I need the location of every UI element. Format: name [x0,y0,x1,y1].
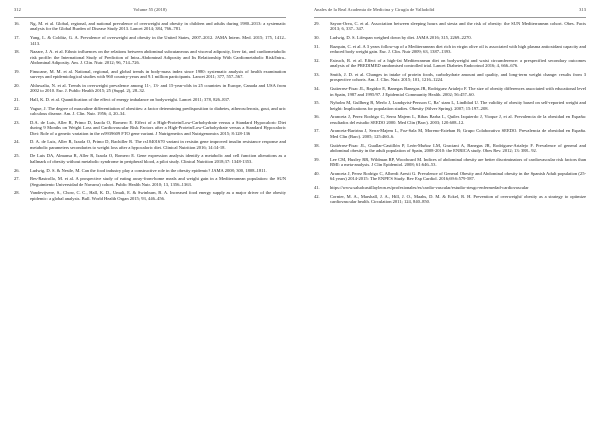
reference-text: Sayon-Orea, C. et al. Association between sleeping hours and siesta and the risk of obesity: the SUN Mediterranean cohort. Obes. Facts 2013; 6, 337– 347. [330,21,586,32]
right-page [300,0,600,423]
reference-item [14,97,286,102]
reference-text: De Luis DA, Almansa R, Aller R, Izaola O, Romero E. Gene expression analysis identify a metabolic and cell function alterations as a hallmark of obesity without metabolic syndrome in peripheral blood, a pilot study. Clinical Nutrition 2018;37: 1348-1353. [30,153,286,164]
reference-item [14,83,286,94]
reference-number: 35. [314,100,320,106]
reference-number: 31. [314,43,320,49]
reference-text: Cornier, M. A., Marshall, J. A., Hill, J. O., Maahs, D. M. & Eckel, R. H. Prevention of overweight/ obesity as a strategy to optimize cardiovascular health. Circulation 2011; 124, 840–850. [330,193,586,205]
reference-text: Nazare, J. A. et al. Ethnic influences on the relations between abdominal subcutaneous and visceral adiposity, liver fat, and cardiometabolic risk profile: the International Study of Prediction of Intra–Abdominal Adiposity and Its Relationship With Cardiometabolic Risk/Intra–Abdominal Adiposity. Am. J. Clin. Nutr. 2012; 96, 714–726. [30,49,286,66]
reference-number: 37. [314,128,320,134]
reference-item [314,72,586,83]
reference-text: Ludwig, D. S. Lifespan weighed down by diet. JAMA 2016; 315, 2269–2270. [330,35,472,41]
reference-item [314,157,586,168]
left-running-title: Volume 55 (2018) [133,7,167,12]
reference-number: 41. [314,184,320,190]
reference-item [314,128,586,139]
reference-item [314,185,586,190]
reference-number: 25. [14,153,20,159]
reference-number: 34. [314,86,320,92]
reference-number: 20. [14,82,20,88]
reference-item [314,35,586,40]
left-running-head [14,7,286,15]
reference-item [14,49,286,65]
reference-item [314,86,586,97]
reference-text: Finucane, M. M. et al. National, regional, and global trends in body-mass index since 1980: systematic analysis of health examination surveys and epidemiological studies with 960 country-years and 9.1 million participants. Lancet 2011; 377, 557–567. [30,68,286,80]
reference-text: Gutiérrez-Fisac JL, Guallar-Castillón P, León-Muñoz LM, Graciani A, Banegas JR, Rodríguez-Artalejo F. Prevalence of general and abdominal obesity in the adult population of Spain, 2008-2010: the ENRICA study. Obes Rev. 2012; 13: 388– 92. [330,142,586,153]
reference-number: 33. [314,72,320,78]
reference-text: Ng, M. et al. Global, regional, and national prevalence of overweight and obesity in children and adults during 1980–2013: a systematic analysis for the Global Burden of Disease Study 2013. Lancet 2014; 384, 766–781. [30,21,286,32]
reference-number: 18. [14,49,20,55]
reference-text: Ludwig, D. S. & Nestle, M. Can the food industry play a constructive role in the obesity epidemic? JAMA 2008; 300, 1808–1811. [30,167,267,173]
right-header-rule [314,17,586,18]
reference-number: 21. [14,96,20,102]
reference-text: Nyholm M, Gullberg B, Merlo J, Lundqvist-Persson C, Ra˚ stam L, Lindblad U. The validity of obesity based on self-reported weight and height: Implications for population studies. Obesity (Silver Spring). 2007; 15:197–208. [330,100,586,111]
reference-text: D. A. de Luis, Aller R, Izaola O, Primo D, Bachiller R. The rs10401670 variant in resistin gene improved insulin resistance response and metabolic parameters secondaries to weight loss after a hypocaloric diet. Clinical Nutrition 2016; 14:14-18. [30,139,286,150]
reference-text: Smith, J. D. et al. Changes in intake of protein foods, carbohydrate amount and quality, and long-term weight change: results from 3 prospective cohorts. Am. J. Clin. Nutr. 2015; 101, 1216–1224. [330,72,586,83]
reference-text: Ahluwalia, N. et al. Trends in overweight prevalence among 11-, 13- and 15-year-olds in 25 countries in Europe, Canada and USA from 2002 to 2010. Eur. J. Public Health 2015; 25 (Suppl. 2), 28–32. [30,82,286,94]
reference-number: 36. [314,114,320,120]
reference-number: 19. [14,68,20,74]
reference-item [14,69,286,80]
reference-item [314,143,586,154]
reference-text: Razquin, C. et al. A 3 years follow-up of a Mediterranean diet rich in virgin olive oil is associated with high plasma antioxidant capacity and reduced body weight gain. Eur. J. Clin. Nutr 2009; 63, 1387–1393. [330,43,586,55]
right-page-number: 313 [579,7,586,12]
reference-item [14,35,286,46]
reference-item [14,153,286,164]
right-reference-list [314,21,586,208]
reference-text: Yang, L. & Colditz, G. A. Prevalence of overweight and obesity in the United States, 2007–2012. JAMA Intern. Med. 2015; 175, 1412–1413. [30,35,286,46]
reference-item [314,100,586,111]
reference-number: 32. [314,57,320,63]
reference-number: 17. [14,35,20,41]
reference-number: 39. [314,156,320,162]
reference-number: 40. [314,170,320,176]
reference-text: Aranceta J, Perez Rodrigo C, Serra Majem L, Ribas Barba L, Quiles Izquierdo J, Vioque J, et al. Prevalencia de la obesidad en España: resultados del estudio SEEDO 2000. Med Clin (Barc). 2003; 120:608–12. [330,114,586,125]
reference-number: 27. [14,176,20,182]
reference-item [14,139,286,150]
reference-number: 30. [314,35,320,41]
right-running-title: Anales de la Real Academia de Medicina y Cirugía de Valladolid [314,7,435,12]
reference-number: 22. [14,105,20,111]
reference-item [14,176,286,187]
left-reference-list [14,21,286,204]
reference-number: 16. [14,21,20,26]
left-header-rule [14,17,286,18]
reference-number: 38. [314,142,320,148]
reference-item [314,58,586,69]
reference-text: Aranceta-Bartrina J, Serra-Majem L, Foz-Sala M, Moreno-Esteban B; Grupo Colaborativo SEEDO. Prevalencia de obesidad en España. Med Clin (Barc). 2005; 125:460–6. [330,128,586,139]
right-running-head [314,7,586,15]
reference-number: 24. [14,139,20,145]
reference-text: Vandevijvere, S., Chow, C. C., Hall, K. D., Umali, E. & Swinburn, B. A. Increased food energy supply as a major driver of the obesity epidemic: a global analysis. Bull. World Health Organ 2015; 93, 446–456. [30,190,286,201]
reference-item [14,190,286,201]
reference-number: 26. [14,167,20,173]
left-page-number: 312 [14,7,21,12]
reference-item [14,106,286,117]
reference-item [314,44,586,55]
reference-text: Gutierrez-Fisac JL, Regidor E, Banegas Banegas JR, Rodriguez Artalejo F. The size of obesity differences associated with educational level in Spain, 1987 and 1995/97. J Epidemiol Community Health. 2002; 56:457–60. [330,86,586,97]
reference-item [14,21,286,32]
reference-text: Lee CM, Huxley RR, Wildman RP, Woodward M. Indices of abdominal obesity are better discriminators of cardiovascular risk factors than BMI: a meta-analysis. J Clin Epidemiol. 2008; 61:646–53. [330,156,586,168]
reference-item [314,194,586,205]
reference-text: Estruch, R. et al. Effect of a high-fat Mediterranean diet on bodyweight and waist circumference: a prespecified secondary outcomes analysis of the PREDIMED randomised controlled trial. Lancet Diabetes Endocrinol 2016; 4, 666–676. [330,57,586,69]
reference-item [314,21,586,32]
reference-text: Hall, K. D. et al. Quantification of the effect of energy imbalance on bodyweight. Lancet 2011; 378, 826–837. [30,96,231,102]
reference-text: Vague, J. The degree of masculine differentiation of obesities: a factor determining predisposition to diabetes, atherosclerosis, gout, and uric calculous disease. Am. J. Clin. Nutr. 1956; 4, 20–34. [30,105,286,117]
reference-item [314,114,586,125]
reference-item [314,171,586,182]
reference-number: 29. [314,21,320,26]
reference-text: Aranceta J, Perez Rodrigo C, Alberdi Aresti G. Prevalence of General Obesity and Abdominal obesity in the Spanish Adult population (25-64 years) 2014-2015: The ENPE'S Study. Rev Esp Cardiol. 2016;69:6:579-587. [330,170,586,182]
reference-text: https://www.saludcastillayleon.es/profesionales/es/cardio-vascular/estudio-riesgo-enfermedad-cardiovascular [330,184,529,190]
reference-text: D.A. de Luis, Aller R, Primo D, Izaola O, Romero E. Effect of a High-Protein/Low-Carbohydrate versus a Standard Hypocaloric Diet during 9 Months on Weight Loss and Cardiovascular Risk Factors after a High-Protein/Low-Carbohydrate versus a Standard Hypocaloric Diet: Role of a genetic variation in the rs9939609 FTO gene variant. J Nutrigenetics and Nutrigenomics 2015; 8:128-136 [30,119,286,136]
reference-item [14,168,286,173]
reference-text: Bes-Rastrollo, M. et al. A prospective study of eating away-from-home meals and weight gain in a Mediterranean population: the SUN (Seguimiento Universidad de Navarra) cohort. Public Health Nutr. 2010; 13, 1356–1363. [30,176,286,187]
reference-number: 23. [14,119,20,125]
reference-number: 42. [314,193,320,199]
reference-item [14,120,286,136]
reference-number: 28. [14,190,20,196]
